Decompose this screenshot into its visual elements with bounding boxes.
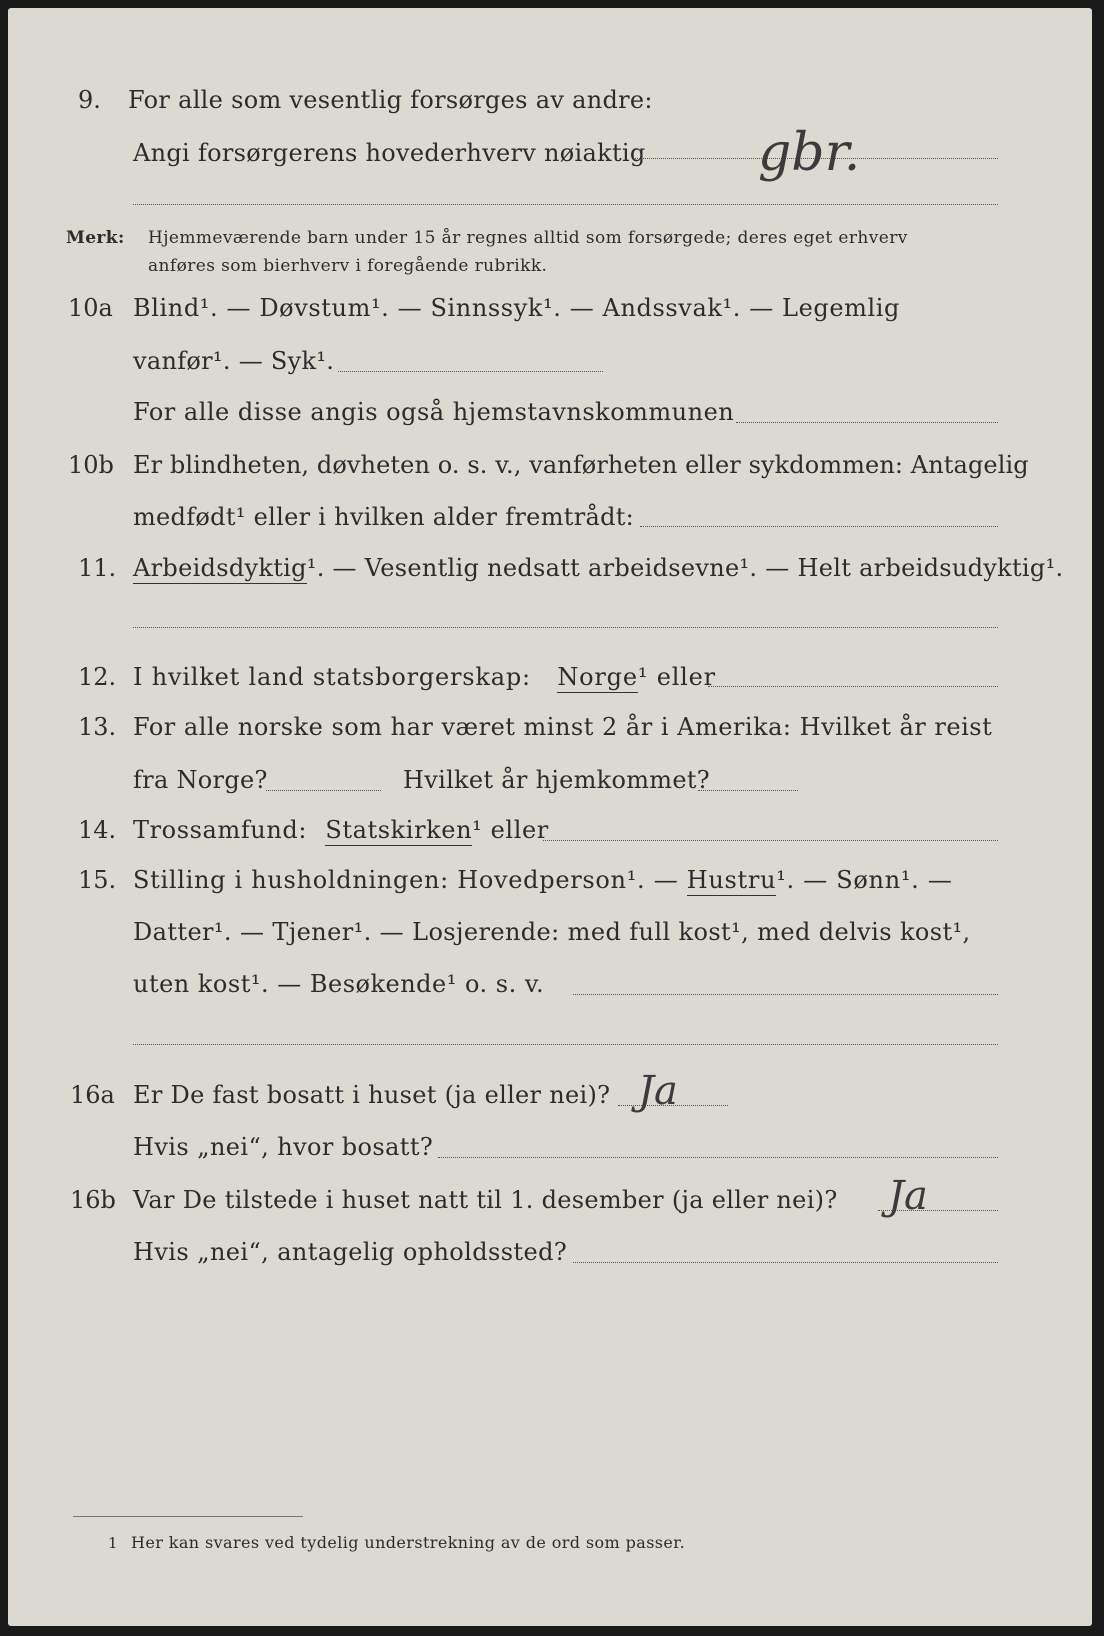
q15-line1-post: ¹. — Sønn¹. — (776, 866, 953, 894)
q11-extra-line (133, 627, 998, 628)
q12-underlined-option: Norge (557, 663, 638, 691)
q12-post: ¹ eller (637, 663, 716, 691)
q16b-opphold-line (573, 1262, 998, 1263)
q15-underlined-option: Hustru (686, 866, 777, 894)
q10b-number: 10b (68, 451, 114, 479)
footnote-text: Her kan svares ved tydelig understrekning av de ord som passer. (131, 1533, 686, 1552)
q15-answer-line (573, 994, 998, 995)
q16b-line2: Hvis „nei“, antagelig opholdssted? (133, 1238, 568, 1266)
q16b-line1: Var De tilstede i huset natt til 1. desember (ja eller nei)? (133, 1186, 838, 1214)
q10b-line1: Er blindheten, døvheten o. s. v., vanførheten eller sykdommen: Antagelig (133, 451, 1029, 479)
q12-text (133, 665, 716, 689)
q10b-alder-line (640, 526, 998, 527)
q14-number: 14. (78, 816, 117, 844)
merk-label: Merk: (66, 228, 125, 248)
q9-line1: For alle som vesentlig forsørges av andre: (128, 86, 653, 114)
q13-line2b: Hvilket år hjemkommet? (403, 766, 710, 794)
q14-post: ¹ eller (472, 816, 549, 844)
q16a-line1: Er De fast bosatt i huset (ja eller nei)? (133, 1081, 611, 1109)
q9-extra-line (133, 204, 998, 205)
q16a-bosatt-line (438, 1157, 998, 1158)
q13-hjem-line (698, 790, 798, 791)
q14-text (133, 818, 549, 842)
q11-text (133, 556, 1063, 580)
q15-extra-line (133, 1044, 998, 1045)
q11-rest: ¹. — Vesentlig nedsatt arbeidsevne¹. — Helt arbeidsudyktig¹. (306, 554, 1064, 582)
q14-underlined-option: Statskirken (325, 816, 473, 844)
footnote-mark: 1 (108, 1534, 118, 1552)
q11-underlined-option: Arbeidsdyktig (133, 554, 307, 582)
q13-line2a: fra Norge? (133, 766, 268, 794)
q16a-line2: Hvis „nei“, hvor bosatt? (133, 1133, 434, 1161)
q15-line3: uten kost¹. — Besøkende¹ o. s. v. (133, 970, 545, 998)
q16a-number: 16a (70, 1081, 115, 1109)
q16a-handwritten-answer: Ja (638, 1068, 678, 1114)
q15-number: 15. (78, 866, 117, 894)
q9-line2: Angi forsørgerens hovederhverv nøiaktig (133, 139, 646, 167)
q14-answer-line (543, 840, 998, 841)
q12-question: I hvilket land statsborgerskap: (133, 663, 531, 691)
q16b-handwritten-answer: Ja (888, 1173, 928, 1219)
q13-number: 13. (78, 713, 117, 741)
merk-line2: anføres som bierhverv i foregående rubrikk. (148, 256, 548, 276)
q9-handwritten-answer: gbr. (758, 123, 861, 183)
q10a-line2: vanfør¹. — Syk¹. (133, 347, 335, 375)
q16b-number: 16b (70, 1186, 116, 1214)
q10b-line2: medfødt¹ eller i hvilken alder fremtrådt: (133, 503, 635, 531)
q15-line2: Datter¹. — Tjener¹. — Losjerende: med full kost¹, med delvis kost¹, (133, 918, 971, 946)
q15-line1-pre: Stilling i husholdningen: Hovedperson¹. — (133, 866, 679, 894)
q10a-number: 10a (68, 294, 113, 322)
q10a-syk-line (338, 371, 603, 372)
q10a-kommune-line (736, 422, 998, 423)
q13-reist-line (266, 790, 381, 791)
q10a-line3: For alle disse angis også hjemstavnskommunen (133, 398, 735, 426)
q12-number: 12. (78, 663, 117, 691)
q9-number: 9. (78, 86, 101, 114)
q12-answer-line (708, 686, 998, 687)
q15-line1 (133, 868, 953, 892)
q14-question: Trossamfund: (133, 816, 308, 844)
form-page (8, 8, 1092, 1626)
footnote-divider (73, 1516, 303, 1517)
merk-line1: Hjemmeværende barn under 15 år regnes alltid som forsørgede; deres eget erhverv (148, 228, 908, 248)
q11-number: 11. (78, 554, 117, 582)
q13-line1: For alle norske som har været minst 2 år i Amerika: Hvilket år reist (133, 713, 993, 741)
q10a-line1: Blind¹. — Døvstum¹. — Sinnssyk¹. — Andssvak¹. — Legemlig (133, 294, 901, 322)
